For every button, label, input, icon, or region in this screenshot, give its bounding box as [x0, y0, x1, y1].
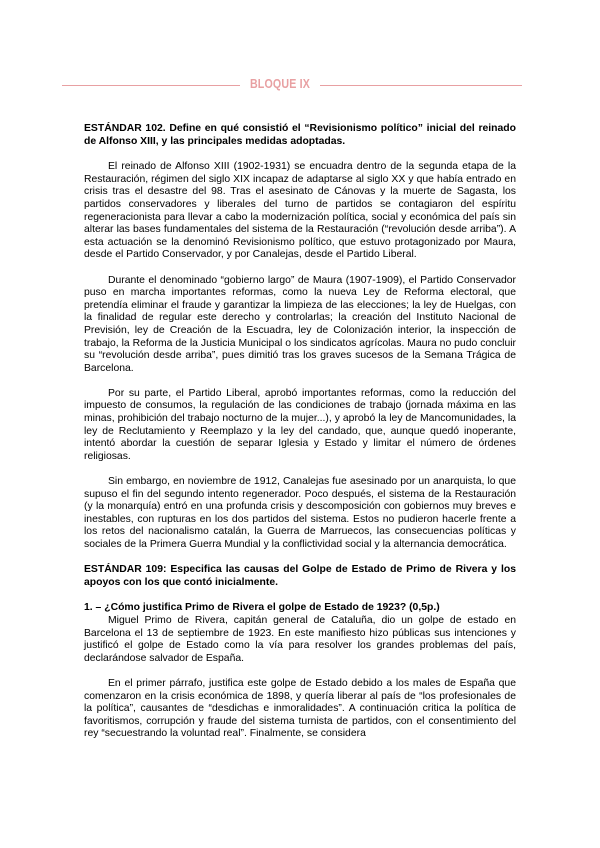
- header-rule-right: [320, 85, 522, 86]
- standard-109-heading: ESTÁNDAR 109: Especifica las causas del Golpe de Estado de Primo de Rivera y los apoyos con los que contó inicialmente.: [84, 564, 516, 588]
- paragraph: Sin embargo, en noviembre de 1912, Canalejas fue asesinado por un anarquista, lo que supuso el fin del segundo intento regenerador. Poco después, el sistema de la Restauración (y la monarquía) entró en una profunda crisis y descomposición con gobiernos muy breves e inestables, con rupturas en los dos partidos del sistema. Estos no pudieron hacerle frente a los retos del nacionalismo catalán, la Guerra de Marruecos, las consecuencias políticas y sociales de la Primera Guerra Mundial y la conflictividad social y la alternancia democrática.: [84, 476, 516, 550]
- standard-102-heading: ESTÁNDAR 102. Define en qué consistió el “Revisionismo político” inicial del reinado de Alfonso XIII, y las principales medidas adoptadas.: [84, 123, 516, 147]
- paragraph: El reinado de Alfonso XIII (1902-1931) se encuadra dentro de la segunda etapa de la Restauración, régimen del siglo XIX incapaz de adaptarse al siglo XX y que había entrado en crisis tras el desastre del 98. Tras el asesinato de Cánovas y la muerte de Sagasta, los partidos conservadores y liberales del turno de partidos se contagiaron del espíritu regeneracionista para llevar a cabo la modernización política, social y económica del país sin alterar las bases fundamentales del sistema de la Restauración (“revolución desde arriba”). A esta actuación se la denominó Revisionismo político, que estuvo protagonizado por Maura, desde el Partido Conservador, y por Canalejas, desde el Partido Liberal.: [84, 161, 516, 261]
- paragraph: Miguel Primo de Rivera, capitán general de Cataluña, dio un golpe de estado en Barcelona el 13 de septiembre de 1923. En este manifiesto hizo públicas sus intenciones y justificó el golpe de Estado como la vía para resolver los grandes problemas del país, declarándose salvador de España.: [84, 614, 516, 664]
- block-title: BLOQUE IX: [249, 76, 311, 91]
- paragraph: Durante el denominado “gobierno largo” de Maura (1907-1909), el Partido Conservador puso en marcha importantes reformas, como la nueva Ley de Reforma electoral, que pretendía eliminar el fraude y garantizar la limpieza de las elecciones; la ley de Huelgas, con la finalidad de regular este derecho y controlarlas; la creación del Instituto Nacional de Previsión, ley de Creación de la Escuadra, ley de Colonización interior, la inspección de trabajo, la Reforma de la Justicia Municipal o los sindicatos agrícolas. Maura no pudo concluir su “revolución desde arriba”, pues dimitió tras los graves sucesos de la Semana Trágica de Barcelona.: [84, 274, 516, 374]
- paragraph: Por su parte, el Partido Liberal, aprobó importantes reformas, como la reducción del impuesto de consumos, la regulación de las condiciones de trabajo (jornada máxima en las minas, prohibición del trabajo nocturno de la mujer...), y aprobó la ley de Mancomunidades, la ley de Reclutamiento y Reemplazo y la ley del candado, que, aunque quedó inoperante, intentó abordar la cuestión de separar Iglesia y Estado y limitar el número de órdenes religiosas.: [84, 387, 516, 462]
- header-rule-left: [62, 85, 240, 86]
- question-1: 1. – ¿Cómo justifica Primo de Rivera el golpe de Estado de 1923? (0,5p.): [84, 602, 440, 614]
- document-body: [84, 123, 516, 754]
- block-header: [62, 76, 522, 96]
- paragraph: En el primer párrafo, justifica este golpe de Estado debido a los males de España que comenzaron en la crisis económica de 1898, y quería liberar al país de “los profesionales de la política”, causantes de “desdichas e inmoralidades”. A continuación critica la política de favoritismos, corrupción y fraude del sistema turnista de partidos, con el consentimiento del rey “secuestrando la voluntad real”. Finalmente, se considera: [84, 677, 516, 740]
